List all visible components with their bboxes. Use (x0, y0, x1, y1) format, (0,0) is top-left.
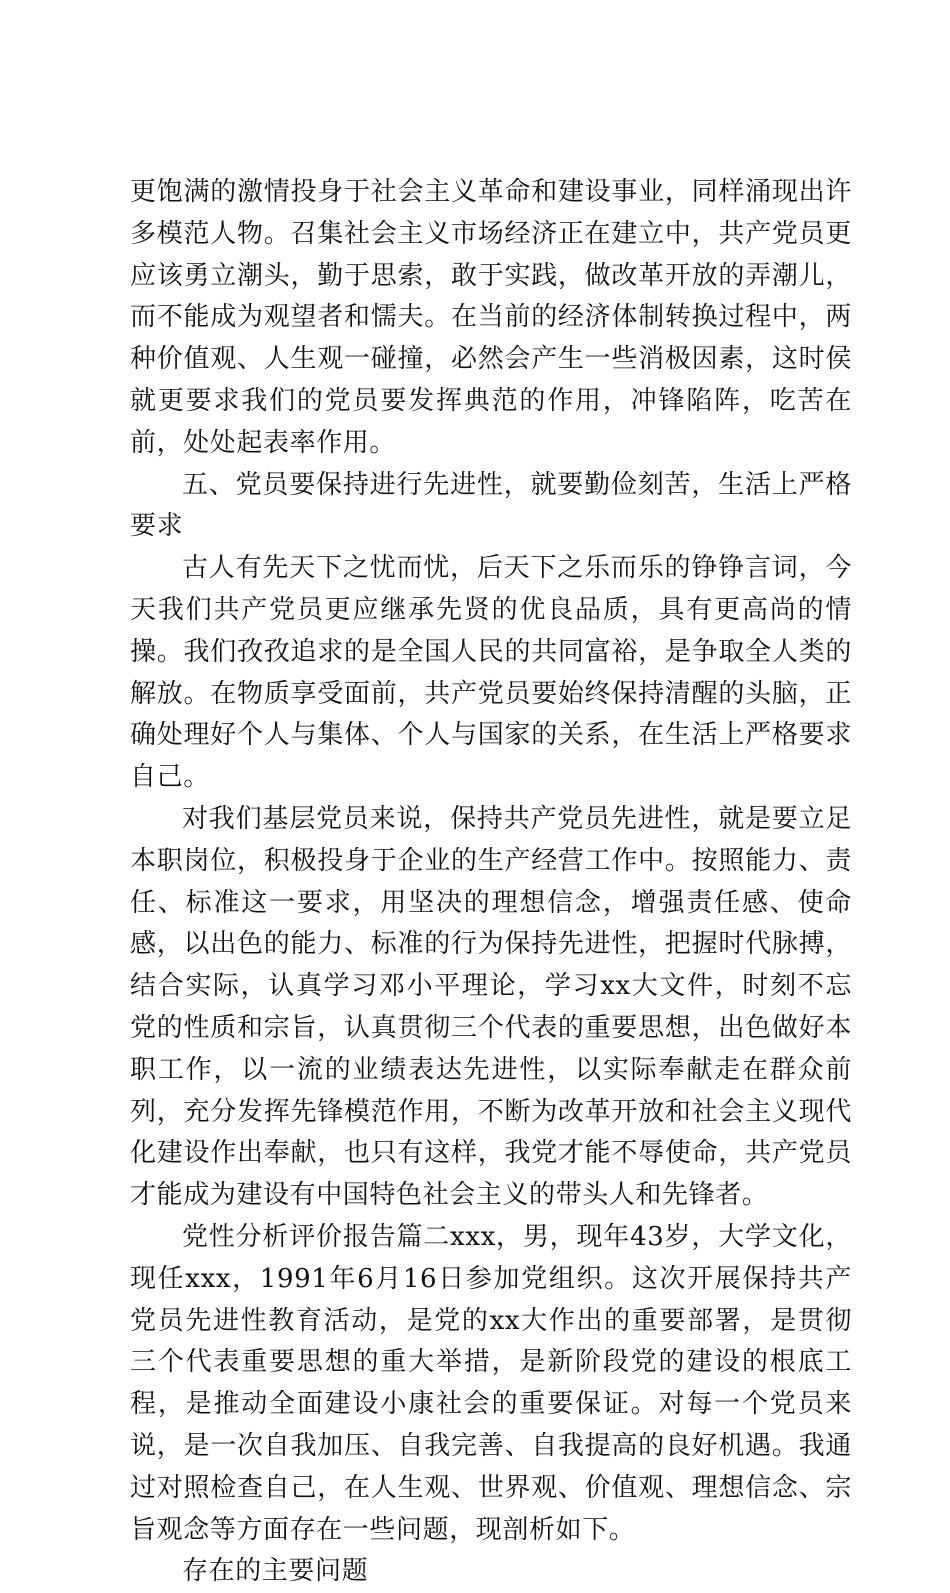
paragraph-continuation: 更饱满的激情投身于社会主义革命和建设事业，同样涌现出许多模范人物。召集社会主义市场经济正在建立中，共产党员更应该勇立潮头，勤于思索，敢于实践，做改革开放的弄潮儿，而不能成为观望者和懦夫。在当前的经济体制转换过程中，两种价值观、人生观一碰撞，必然会产生一些消极因素，这时侯就更要求我们的党员要发挥典范的作用，冲锋陷阵，吃苦在前，处处起表率作用。 (130, 177, 852, 458)
paragraph-report-two-intro: 党性分析评价报告篇二xxx，男，现年43岁，大学文化，现任xxx，1991年6月16日参加党组织。这次开展保持共产党员先进性教育活动，是党的xx大作出的重要部署，是贯彻三个代表重要思想的重大举措，是新阶段党的建设的根底工程，是推动全面建设小康社会的重要保证。对每一个党员来说，是一次自我加压、自我完善、自我提高的良好机遇。我通过对照检查自己，在人生观、世界观、价值观、理想信念、宗旨观念等方面存在一些问题，现剖析如下。 (130, 1221, 852, 1545)
paragraph-ancient-sayings: 古人有先天下之忧而忧，后天下之乐而乐的铮铮言词，今天我们共产党员更应继承先贤的优良品质，具有更高尚的情操。我们孜孜追求的是全国人民的共同富裕，是争取全人类的解放。在物质享受面前，共产党员要始终保持清醒的头脑，正确处理好个人与集体、个人与国家的关系，在生活上严格要求自己。 (130, 553, 852, 793)
paragraph-grassroots-members: 对我们基层党员来说，保持共产党员先进性，就是要立足本职岗位，积极投身于企业的生产经营工作中。按照能力、责任、标准这一要求，用坚决的理想信念，增强责任感、使命感，以出色的能力、标准的行为保持先进性，把握时代脉搏，结合实际，认真学习邓小平理论，学习xx大文件，时刻不忘党的性质和宗旨，认真贯彻三个代表的重要思想，出色做好本职工作，以一流的业绩表达先进性，以实际奉献走在群众前列，充分发挥先锋模范作用，不断为改革开放和社会主义现代化建设作出奉献，也只有这样，我党才能不辱使命，共产党员才能成为建设有中国特色社会主义的带头人和先锋者。 (130, 803, 852, 1211)
section-heading-main-problems: 存在的主要问题 (182, 1556, 369, 1587)
document-body (130, 172, 852, 1593)
section-heading-five: 五、党员要保持进行先进性，就要勤俭刻苦，生活上严格要求 (130, 469, 852, 542)
